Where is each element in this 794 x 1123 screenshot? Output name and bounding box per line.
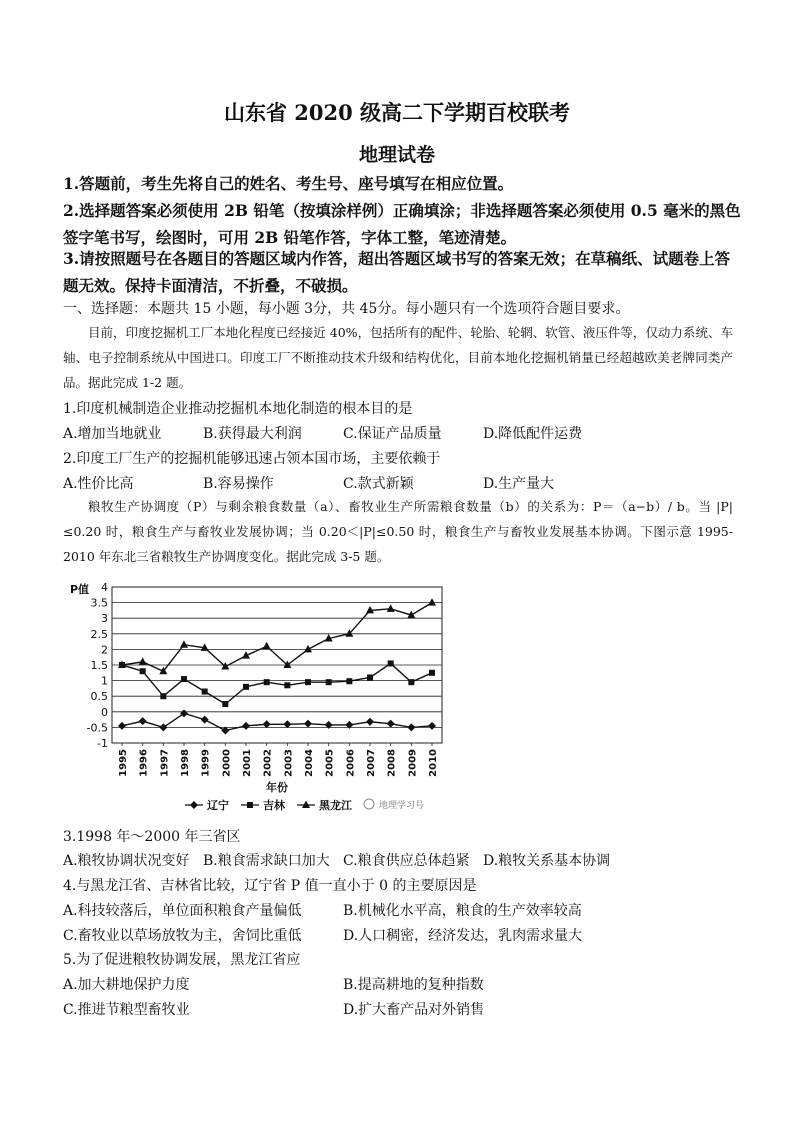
q2-option-a[interactable]: A.性价比高	[63, 476, 134, 492]
x-tick-label: 1997	[159, 749, 171, 777]
y-tick-label: 4	[101, 581, 108, 594]
data-point-diamond	[159, 723, 167, 731]
x-tick-label: 2002	[262, 749, 274, 777]
x-tick-label: 2007	[366, 749, 377, 777]
x-tick-label: 2006	[345, 749, 357, 777]
series-line-square	[122, 663, 432, 704]
data-point-triangle	[428, 598, 436, 606]
q2-option-b[interactable]: B.容易操作	[203, 476, 274, 492]
q5-option-a[interactable]: A.加大耕地保护力度	[63, 977, 190, 993]
data-point-square	[243, 684, 249, 690]
q5-option-d[interactable]: D.扩大畜产品对外销售	[343, 1002, 485, 1018]
q1-option-b[interactable]: B.获得最大利润	[203, 426, 302, 442]
x-tick-label: 2001	[242, 749, 253, 777]
question-2-stem: 2.印度工厂生产的挖掘机能够迅速占领本国市场，主要依赖于	[63, 451, 441, 467]
exam-title: 山东省 2020 级高二下学期百校联考	[223, 100, 571, 125]
data-point-square	[408, 679, 414, 685]
x-tick-label: 2003	[283, 749, 295, 777]
data-point-diamond	[366, 718, 374, 726]
y-tick-label: 3.5	[90, 596, 108, 610]
data-point-diamond	[201, 716, 209, 724]
data-point-diamond	[387, 720, 395, 728]
data-point-triangle	[263, 642, 271, 650]
data-point-square	[284, 682, 290, 688]
passage-2: 粮牧生产协调度（P）与剩余粮食数量（a）、畜牧业生产所需粮食数量（b）的关系为：P＝（a−b）/ b。当 |P|≤0.20 时，粮食生产与畜牧业发展协调；当 0.20＜|P|≤0.50 时，粮食生产与畜牧业发展基本协调。下图示意 1995-2010 年东北三省粮牧生产协调度变化。据此完成 3-5 题。	[63, 499, 733, 564]
x-tick-label: 1995	[118, 749, 129, 777]
section-heading: 一、选择题：本题共 15 小题，每小题 3分，共 45分。每小题只有一个选项符合题目要求。	[63, 301, 630, 317]
q4-option-d[interactable]: D.人口稠密，经济发达，乳肉需求量大	[343, 928, 583, 944]
x-tick-label: 1996	[138, 749, 150, 777]
question-3-stem: 3.1998 年～2000 年三省区	[63, 829, 241, 845]
y-tick-label: 1.5	[90, 659, 108, 672]
wechat-icon	[364, 799, 374, 809]
q1-option-d[interactable]: D.降低配件运费	[483, 426, 583, 442]
data-point-triangle	[139, 657, 147, 665]
data-point-diamond	[180, 709, 188, 717]
q3-option-d[interactable]: D.粮牧关系基本协调	[483, 853, 611, 869]
q3-option-a[interactable]: A.粮牧协调状况变好	[63, 853, 190, 869]
p-value-line-chart	[60, 575, 460, 815]
data-point-square	[222, 701, 228, 707]
data-point-square	[305, 679, 311, 685]
watermark-text: 地理学习号	[379, 801, 425, 811]
x-tick-label: 1998	[180, 749, 191, 777]
y-tick-label: 0	[101, 705, 108, 719]
data-point-diamond	[304, 720, 312, 728]
data-point-triangle	[180, 640, 188, 648]
legend-label: 辽宁	[207, 799, 229, 812]
data-point-diamond	[428, 722, 436, 730]
x-tick-label: 2009	[407, 749, 419, 777]
x-tick-label: 2000	[221, 749, 233, 777]
q4-option-b[interactable]: B.机械化水平高，粮食的生产效率较高	[343, 903, 582, 919]
y-tick-label: 2	[101, 643, 108, 657]
passage-1: 目前，印度挖掘机工厂本地化程度已经接近 40%，包括所有的配件、轮胎、轮辋、软管、液压件等，仅动力系统、车轴、电子控制系统从中国进口。印度工厂不断推动技术升级和结构优化，目前本地化挖掘机销量已经超越欧美老牌同类产品。据此完成 1-2 题。	[63, 325, 733, 390]
legend-label: 黑龙江	[319, 799, 352, 812]
notice-2: 2.选择题答案必须使用 2B 铅笔（按填涂样例）正确填涂；非选择题答案必须使用 0.5 毫米的黑色签字笔书写，绘图时，可用 2B 铅笔作答，字体工整，笔迹清楚。	[63, 201, 741, 247]
legend-label: 吉林	[263, 799, 285, 812]
q5-option-b[interactable]: B.提高耕地的复种指数	[343, 977, 484, 993]
data-point-diamond	[118, 722, 126, 730]
data-point-square	[140, 668, 146, 674]
data-point-square	[346, 678, 352, 684]
q3-option-b[interactable]: B.粮食需求缺口加大	[203, 853, 330, 869]
y-tick-label: -0.5	[86, 721, 108, 735]
y-tick-label: 2.5	[90, 627, 108, 641]
y-tick-label: 3	[101, 612, 108, 626]
data-point-diamond	[139, 717, 147, 725]
question-1-stem: 1.印度机械制造企业推动挖掘机本地化制造的根本目的是	[63, 401, 413, 417]
x-tick-label: 2005	[324, 749, 336, 777]
data-point-square	[326, 679, 332, 685]
y-axis-title: P值	[70, 583, 90, 596]
subject-title: 地理试卷	[358, 144, 435, 166]
y-tick-label: 1	[101, 674, 108, 688]
q1-option-a[interactable]: A.增加当地就业	[63, 426, 162, 442]
data-point-square	[388, 660, 394, 666]
q2-option-c[interactable]: C.款式新颖	[343, 476, 414, 492]
q4-option-a[interactable]: A.科技较落后，单位面积粮食产量偏低	[63, 903, 302, 919]
data-point-diamond	[407, 723, 415, 731]
x-tick-label: 2010	[428, 749, 439, 777]
y-tick-label: 0.5	[90, 690, 108, 704]
notice-1: 1.答题前，考生先将自己的姓名、考生号、座号填写在相应位置。	[63, 174, 514, 193]
q5-option-c[interactable]: C.推进节粮型畜牧业	[63, 1002, 190, 1018]
y-tick-label: -1	[97, 737, 108, 750]
data-point-square	[202, 689, 208, 695]
notice-3: 3.请按照题号在各题目的答题区域内作答，超出答题区域书写的答案无效；在草稿纸、试题卷上答题无效。保持卡面清洁，不折叠，不破损。	[63, 249, 731, 295]
q2-option-d[interactable]: D.生产量大	[483, 476, 555, 492]
question-4-stem: 4.与黑龙江省、吉林省比较，辽宁省 P 值一直小于 0 的主要原因是	[63, 878, 477, 894]
x-tick-label: 2004	[304, 749, 315, 777]
x-axis-title: 年份	[266, 781, 288, 794]
data-point-triangle	[387, 604, 395, 612]
data-point-diamond	[242, 722, 250, 730]
q1-option-c[interactable]: C.保证产品质量	[343, 426, 442, 442]
data-point-square	[264, 679, 270, 685]
legend-marker	[190, 801, 198, 809]
data-point-square	[160, 693, 166, 699]
data-point-square	[429, 670, 435, 676]
x-tick-label: 2008	[386, 749, 398, 777]
series-line-diamond	[122, 713, 432, 730]
data-point-square	[367, 674, 373, 680]
question-5-stem: 5.为了促进粮牧协调发展，黑龙江省应	[63, 952, 301, 968]
legend-marker	[247, 802, 253, 808]
x-tick-label: 1999	[200, 749, 212, 777]
q3-option-c[interactable]: C.粮食供应总体趋紧	[343, 853, 470, 869]
q4-option-c[interactable]: C.畜牧业以草场放牧为主，舍饲比重低	[63, 928, 302, 944]
legend-marker	[302, 801, 310, 809]
data-point-square	[181, 676, 187, 682]
series-line-triangle	[122, 603, 432, 672]
